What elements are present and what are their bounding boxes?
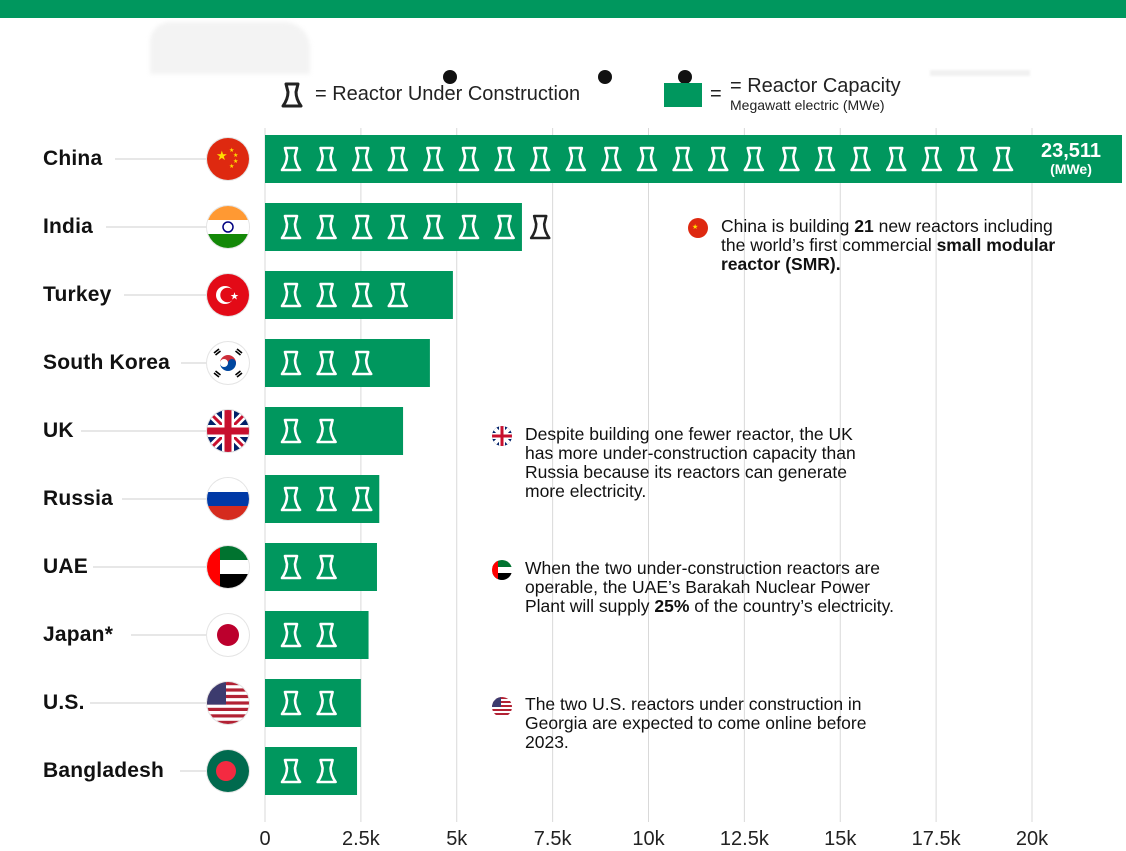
china-flag-icon [207, 138, 249, 180]
country-label: UAE [43, 555, 88, 578]
japan-flag-icon [207, 614, 249, 656]
legend: = Reactor Under Construction = = Reactor Capacity Megawatt electric (MWe) [0, 75, 1126, 120]
svg-text:★: ★ [229, 148, 235, 154]
bar-u-s [265, 679, 361, 727]
x-tick-label: 5k [446, 828, 468, 850]
china-annotation: China is building 21 new reactors including the world’s first commercial small modular reactor (SMR). [721, 216, 1056, 274]
x-tick-label: 7.5k [533, 828, 572, 850]
country-label: U.S. [43, 691, 85, 714]
us-flag-icon [207, 682, 249, 724]
turkey-flag-icon [207, 274, 249, 316]
bar-japan [265, 611, 369, 659]
legend-capacity-unit: Megawatt electric (MWe) [730, 97, 885, 113]
country-label: Turkey [43, 283, 112, 306]
bangladesh-flag-icon [207, 750, 249, 792]
svg-text:★: ★ [692, 224, 699, 231]
uk-flag-icon [207, 410, 249, 452]
x-tick-label: 10k [632, 828, 665, 850]
svg-text:★: ★ [233, 159, 239, 165]
country-label: Russia [43, 487, 114, 510]
x-tick-label: 12.5k [719, 828, 769, 850]
uae-flag-icon [207, 546, 249, 588]
x-tick-label: 0 [259, 828, 271, 850]
country-label: Japan* [43, 623, 114, 646]
reactor-icon [531, 216, 549, 238]
svg-text:★: ★ [229, 164, 235, 170]
country-label: South Korea [43, 351, 171, 374]
us-mini-flag-icon [492, 697, 512, 717]
uae-annotation: When the two under-construction reactors are operable, the UAE’s Barakah Nuclear Power Plant will supply 25% of the country’s electricity. [525, 558, 894, 616]
china-value-label: 23,511 (MWe) [1040, 140, 1102, 177]
bar-uae [265, 543, 377, 591]
china-mini-flag-icon [688, 218, 708, 238]
country-label: UK [43, 419, 74, 442]
uk-annotation: Despite building one fewer reactor, the UK has more under-construction capacity than Russia because its reactors can generate more electricity. [525, 424, 856, 501]
legend-reactor-label: = Reactor Under Construction [315, 83, 581, 105]
uk-mini-flag-icon [492, 426, 512, 446]
uae-mini-flag-icon [492, 560, 512, 580]
bar-bangladesh [265, 747, 357, 795]
country-label: Bangladesh [43, 759, 165, 782]
india-flag-icon [207, 206, 249, 248]
russia-flag-icon [207, 478, 249, 520]
svg-text:★: ★ [230, 291, 239, 303]
svg-text:★: ★ [216, 148, 228, 163]
svg-text:★: ★ [233, 153, 239, 159]
x-tick-label: 15k [824, 828, 857, 850]
x-tick-label: 2.5k [341, 828, 380, 850]
legend-capacity-label: = Reactor Capacity [730, 75, 901, 97]
x-tick-label: 17.5k [911, 828, 961, 850]
x-tick-label: 20k [1015, 828, 1049, 850]
country-label: India [43, 215, 94, 238]
us-annotation: The two U.S. reactors under construction in Georgia are expected to come online before 2023. [525, 694, 867, 752]
country-label: China [43, 147, 103, 170]
south-korea-flag-icon [207, 342, 249, 384]
